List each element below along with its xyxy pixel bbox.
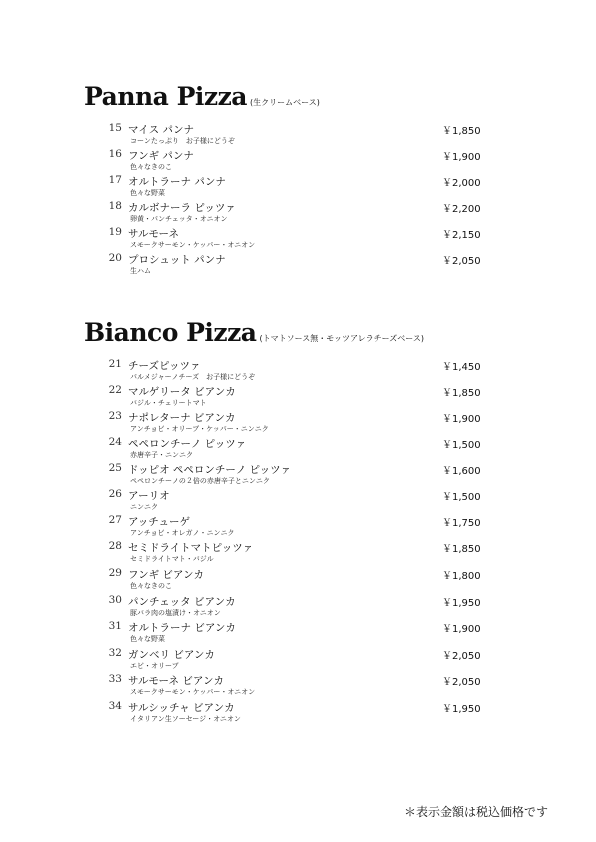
item-description: エビ・オリーブ <box>130 662 179 670</box>
item-description: パルメジャーノチーズ お子様にどうぞ <box>130 373 256 381</box>
item-number: 30 <box>108 594 122 606</box>
item-description: イタリアン生ソーセージ・オニオン <box>130 715 241 723</box>
menu-item <box>0 200 596 226</box>
menu-item <box>0 594 596 620</box>
menu-item <box>0 488 596 514</box>
item-name: マルゲリータ ビアンカ <box>128 386 236 398</box>
item-price: ￥1,950 <box>442 598 481 609</box>
menu-item <box>0 647 596 673</box>
item-name: ドッピオ ペペロンチーノ ピッツァ <box>128 464 292 476</box>
item-name: ガンベリ ビアンカ <box>128 649 215 661</box>
item-price: ￥2,200 <box>442 204 481 215</box>
item-name: プロシュット パンナ <box>128 254 226 266</box>
section-note: (トマトソース無・モッツアレラチーズベース) <box>259 334 424 343</box>
item-number: 34 <box>108 700 122 712</box>
item-description: 生ハム <box>130 267 151 275</box>
item-number: 18 <box>108 200 122 212</box>
item-name: チーズピッツァ <box>128 360 201 372</box>
menu-item <box>0 462 596 488</box>
item-number: 26 <box>108 488 122 500</box>
menu-item <box>0 122 596 148</box>
item-price: ￥1,600 <box>442 466 481 477</box>
item-number: 24 <box>108 436 122 448</box>
item-name: サルモーネ <box>128 228 180 240</box>
item-name: ナポレターナ ビアンカ <box>128 412 236 424</box>
item-description: アンチョビ・オリーブ・ケッパー・ニンニク <box>130 425 269 433</box>
menu-item <box>0 514 596 540</box>
item-name: パンチェッタ ビアンカ <box>128 596 236 608</box>
item-number: 23 <box>108 410 122 422</box>
menu-item <box>0 226 596 252</box>
item-description: セミドライトマト・バジル <box>130 555 214 563</box>
item-description: スモークサーモン・ケッパー・オニオン <box>130 241 256 249</box>
section-header <box>84 318 424 347</box>
item-name: オルトラーナ パンナ <box>128 176 226 188</box>
item-number: 17 <box>108 174 122 186</box>
item-description: 豚バラ肉の塩漬け・オニオン <box>130 609 221 617</box>
item-number: 29 <box>108 567 122 579</box>
item-number: 25 <box>108 462 122 474</box>
item-price: ￥2,050 <box>442 256 481 267</box>
item-number: 28 <box>108 540 122 552</box>
menu-item <box>0 620 596 646</box>
item-name: ペペロンチーノ ピッツァ <box>128 438 247 450</box>
menu-item <box>0 567 596 593</box>
menu-item <box>0 148 596 174</box>
item-price: ￥1,850 <box>442 544 481 555</box>
item-number: 32 <box>108 647 122 659</box>
item-price: ￥1,450 <box>442 362 481 373</box>
item-number: 15 <box>108 122 122 134</box>
menu-item <box>0 358 596 384</box>
item-description: 卵黄・パンチェッタ・オニオン <box>130 215 228 223</box>
item-name: サルシッチャ ビアンカ <box>128 702 235 714</box>
item-price: ￥1,750 <box>442 518 481 529</box>
tax-note: ＊表示金額は税込価格です <box>404 805 549 819</box>
section-note: (生クリームベース) <box>249 98 320 107</box>
item-price: ￥1,500 <box>442 492 481 503</box>
item-description: コーンたっぷり お子様にどうぞ <box>130 137 235 145</box>
item-description: 色々な野菜 <box>130 189 165 197</box>
item-price: ￥2,000 <box>442 178 481 189</box>
section-title: Bianco Pizza <box>84 318 257 347</box>
item-number: 20 <box>108 252 122 264</box>
menu-item <box>0 700 596 726</box>
item-price: ￥2,150 <box>442 230 481 241</box>
item-name: アッチューゲ <box>128 516 190 528</box>
item-price: ￥1,500 <box>442 440 481 451</box>
item-number: 16 <box>108 148 122 160</box>
item-price: ￥1,800 <box>442 571 481 582</box>
item-name: サルモーネ ビアンカ <box>128 675 224 687</box>
item-price: ￥2,050 <box>442 677 481 688</box>
menu-item <box>0 252 596 278</box>
item-price: ￥1,900 <box>442 414 481 425</box>
item-name: カルボナーラ ピッツァ <box>128 202 236 214</box>
item-description: バジル・チェリートマト <box>130 399 207 407</box>
item-price: ￥1,950 <box>442 704 481 715</box>
item-description: アンチョビ・オレガノ・ニンニク <box>130 529 235 537</box>
item-description: 赤唐辛子・ニンニク <box>130 451 193 459</box>
item-price: ￥1,850 <box>442 388 481 399</box>
item-description: スモークサーモン・ケッパー・オニオン <box>130 688 256 696</box>
item-number: 31 <box>108 620 122 632</box>
item-number: 33 <box>108 673 122 685</box>
item-price: ￥2,050 <box>442 651 481 662</box>
item-price: ￥1,900 <box>442 624 481 635</box>
menu-item <box>0 540 596 566</box>
item-name: フンギ ビアンカ <box>128 569 204 581</box>
item-number: 21 <box>108 358 122 370</box>
item-name: オルトラーナ ビアンカ <box>128 622 236 634</box>
menu-item <box>0 673 596 699</box>
menu-item <box>0 384 596 410</box>
menu-item <box>0 410 596 436</box>
item-description: 色々なきのこ <box>130 163 172 171</box>
item-number: 22 <box>108 384 122 396</box>
item-price: ￥1,850 <box>442 126 481 137</box>
item-price: ￥1,900 <box>442 152 481 163</box>
item-number: 27 <box>108 514 122 526</box>
menu-item <box>0 436 596 462</box>
item-name: セミドライトマトピッツァ <box>128 542 254 554</box>
item-description: ペペロンチーノの２倍の赤唐辛子とニンニク <box>130 477 270 485</box>
item-description: 色々なきのこ <box>130 582 172 590</box>
menu-item <box>0 174 596 200</box>
section-title: Panna Pizza <box>84 82 247 111</box>
item-description: ニンニク <box>130 503 158 511</box>
item-number: 19 <box>108 226 122 238</box>
section-header <box>84 82 320 111</box>
item-description: 色々な野菜 <box>130 635 165 643</box>
item-name: マイス パンナ <box>128 124 195 136</box>
item-name: フンギ パンナ <box>128 150 194 162</box>
item-name: アーリオ <box>128 490 170 502</box>
